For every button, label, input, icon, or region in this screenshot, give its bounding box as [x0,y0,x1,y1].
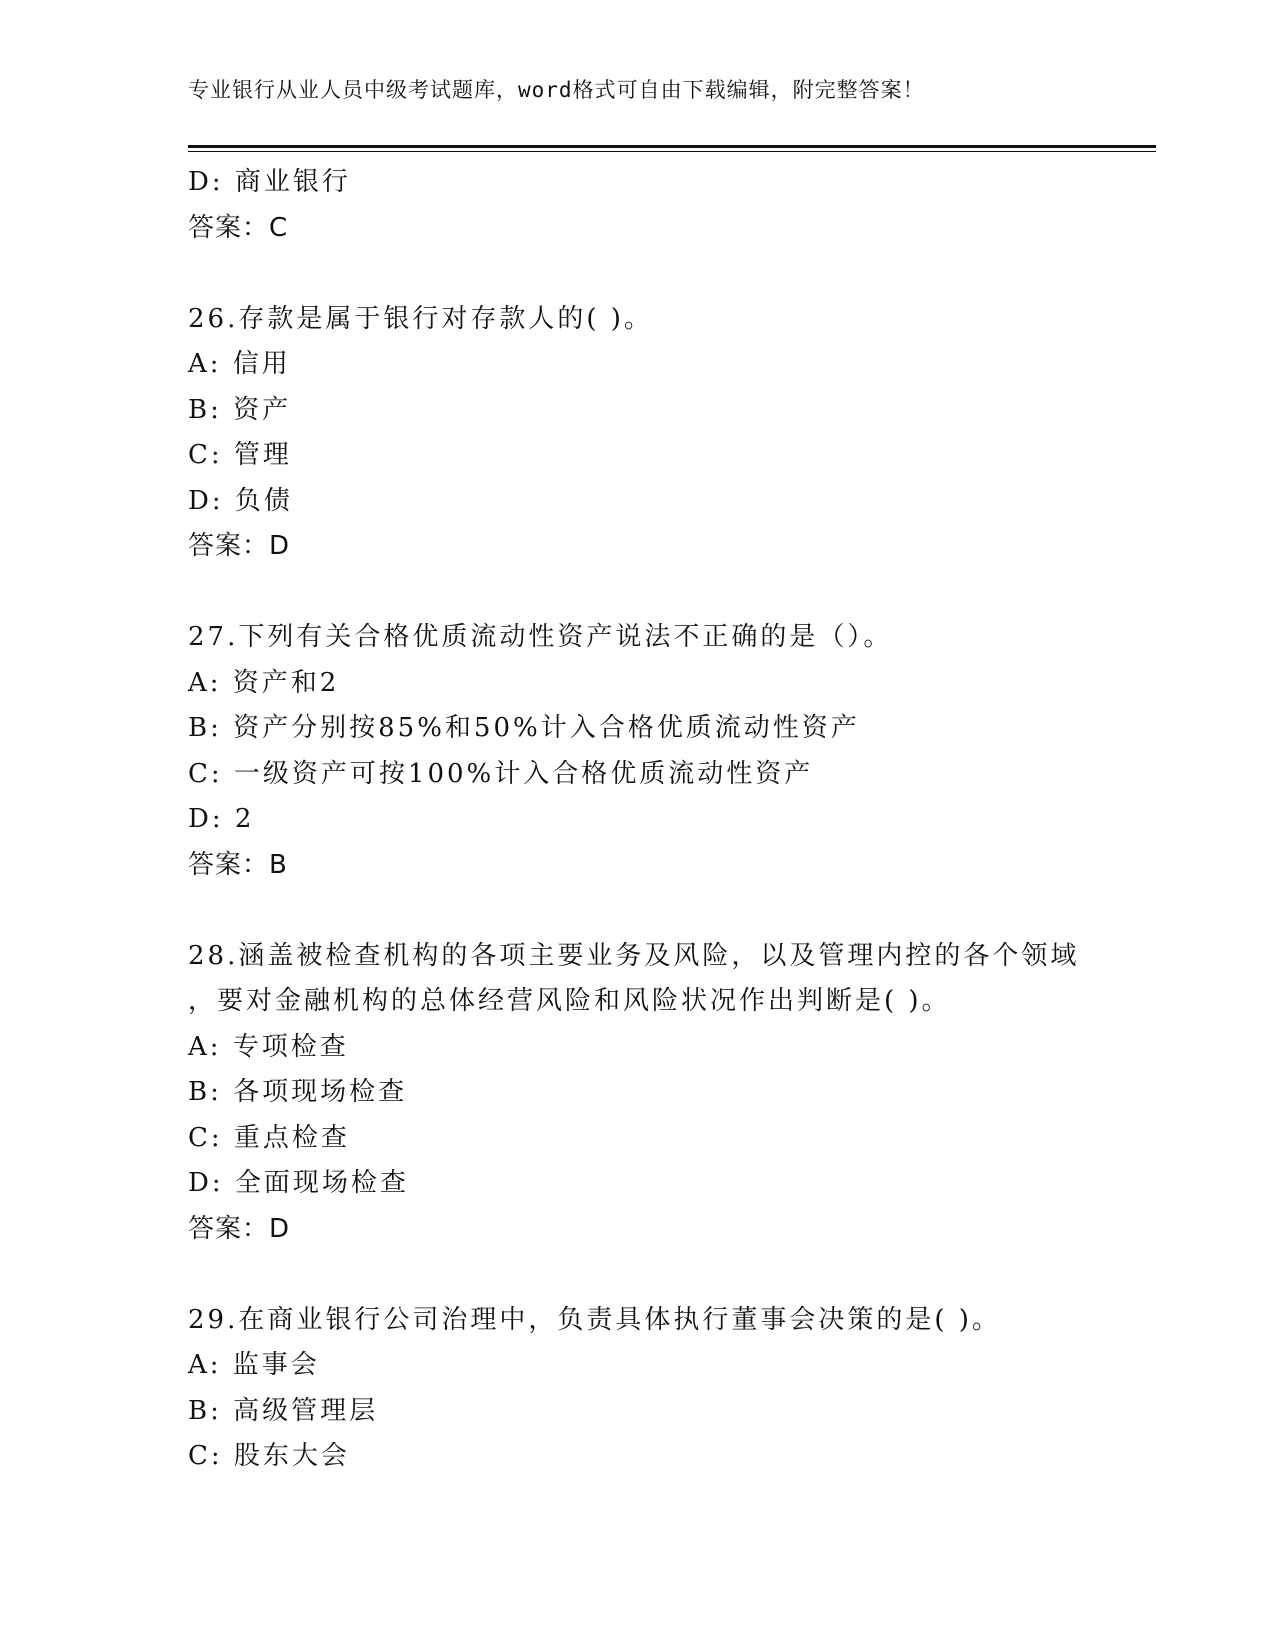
header-rule-thin [188,151,1156,152]
option-d: D: 2 [188,804,255,834]
option-b: B: 高级管理层 [188,1395,379,1426]
header-rule-thick [188,145,1156,148]
option-a: A: 专项检查 [188,1031,349,1062]
option-a: A: 资产和2 [188,667,340,698]
spacer [188,251,1158,297]
answer-line: 答案：B [188,849,288,880]
option-c: C: 一级资产可按100%计入合格优质流动性资产 [188,758,814,789]
option-c: C: 重点检查 [188,1122,350,1153]
question-29: 29.在商业银行公司治理中，负责具体执行董事会决策的是( )。 [188,1304,1001,1335]
option-a: A: 监事会 [188,1350,320,1380]
option-d: D: 商业银行 [188,167,351,197]
spacer [188,1252,1158,1298]
question-28-line-2: ，要对金融机构的总体经营风险和风险状况作出判断是( )。 [188,986,951,1016]
question-26: 26.存款是属于银行对存款人的( )。 [188,303,653,334]
spacer [188,570,1158,616]
option-d: D: 负债 [188,485,293,516]
option-c: C: 股东大会 [188,1441,350,1471]
answer-line: 答案：C [188,212,289,243]
option-c: C: 管理 [188,440,292,470]
question-list [188,160,1158,1480]
option-b: B: 资产 [188,394,292,425]
option-b: B: 资产分别按85%和50%计入合格优质流动性资产 [188,713,860,743]
option-a: A: 信用 [188,349,291,379]
page-header: 专业银行从业人员中级考试题库，word格式可自由下载编辑，附完整答案！ [188,78,925,102]
option-b: B: 各项现场检查 [188,1077,408,1107]
spacer [188,888,1158,934]
option-d: D: 全面现场检查 [188,1168,409,1198]
answer-line: 答案：D [188,531,291,561]
question-28-line-1: 28.涵盖被检查机构的各项主要业务及风险，以及管理内控的各个领域 [188,940,1080,971]
question-27: 27.下列有关合格优质流动性资产说法不正确的是（）。 [188,622,893,652]
answer-line: 答案：D [188,1213,291,1244]
